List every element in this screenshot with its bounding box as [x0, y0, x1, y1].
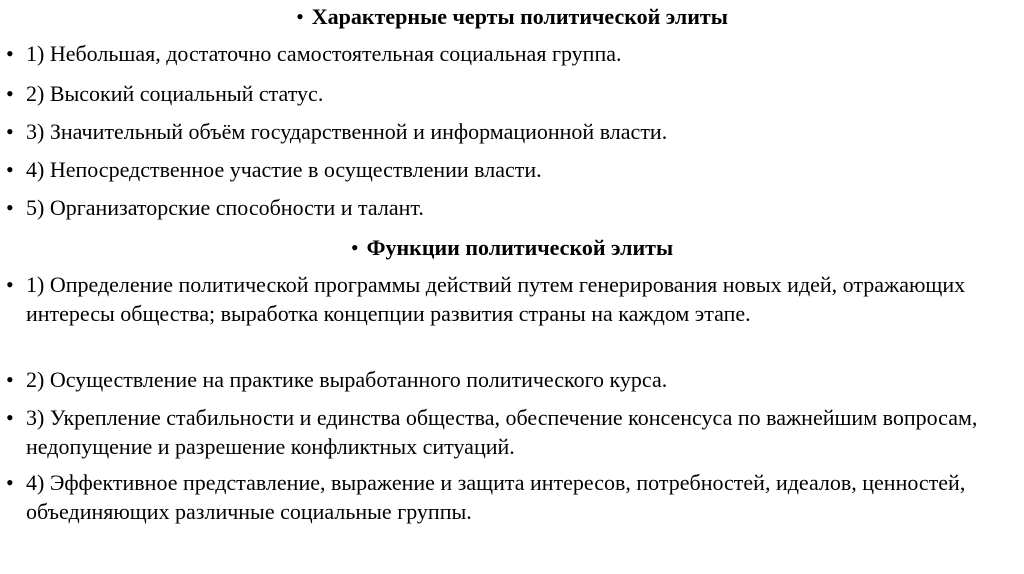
bullet-icon: •	[350, 235, 359, 260]
list-item-text: 2) Осуществление на практике выработанного политического курса.	[26, 367, 668, 392]
list-item	[4, 193, 1000, 222]
list-item-text: 3) Укрепление стабильности и единства общества, обеспечение консенсуса по важнейшим вопросам, недопущение и разрешение конфликтных ситуаций.	[26, 405, 978, 459]
bullet-icon: •	[6, 41, 14, 66]
list-item-text: 4) Непосредственное участие в осуществлении власти.	[26, 157, 542, 182]
list-item-text: 1) Небольшая, достаточно самостоятельная социальная группа.	[26, 41, 622, 66]
list-item	[4, 117, 1000, 146]
list-item-text: 3) Значительный объём государственной и информационной власти.	[26, 119, 668, 144]
list-item	[4, 79, 1000, 108]
bullet-icon: •	[6, 81, 14, 106]
section-heading-functions	[0, 235, 1024, 261]
section-heading-traits	[0, 4, 1024, 30]
list-item	[4, 270, 1000, 328]
list-item	[4, 365, 1000, 394]
bullet-icon: •	[6, 405, 14, 430]
section-title: Характерные черты политической элиты	[311, 4, 728, 29]
bullet-icon: •	[6, 157, 14, 182]
bullet-icon: •	[6, 119, 14, 144]
bullet-icon: •	[296, 4, 304, 29]
list-item	[4, 403, 1000, 461]
list-item	[4, 155, 1000, 184]
bullet-icon: •	[6, 470, 14, 495]
list-item	[4, 468, 1000, 526]
list-item-text: 2) Высокий социальный статус.	[26, 81, 324, 106]
bullet-icon: •	[6, 272, 14, 297]
list-item-text: 4) Эффективное представление, выражение и защита интересов, потребностей, идеалов, ценностей, объединяющих различные социальные группы.	[26, 470, 966, 524]
section-title: Функции политической элиты	[366, 235, 674, 260]
list-item	[4, 39, 1000, 68]
list-item-text: 1) Определение политической программы действий путем генерирования новых идей, отражающих интересы общества; выработка концепции развития страны на каждом этапе.	[26, 272, 966, 326]
list-item-text: 5) Организаторские способности и талант.	[26, 195, 424, 220]
bullet-icon: •	[6, 367, 14, 392]
bullet-icon: •	[6, 195, 14, 220]
